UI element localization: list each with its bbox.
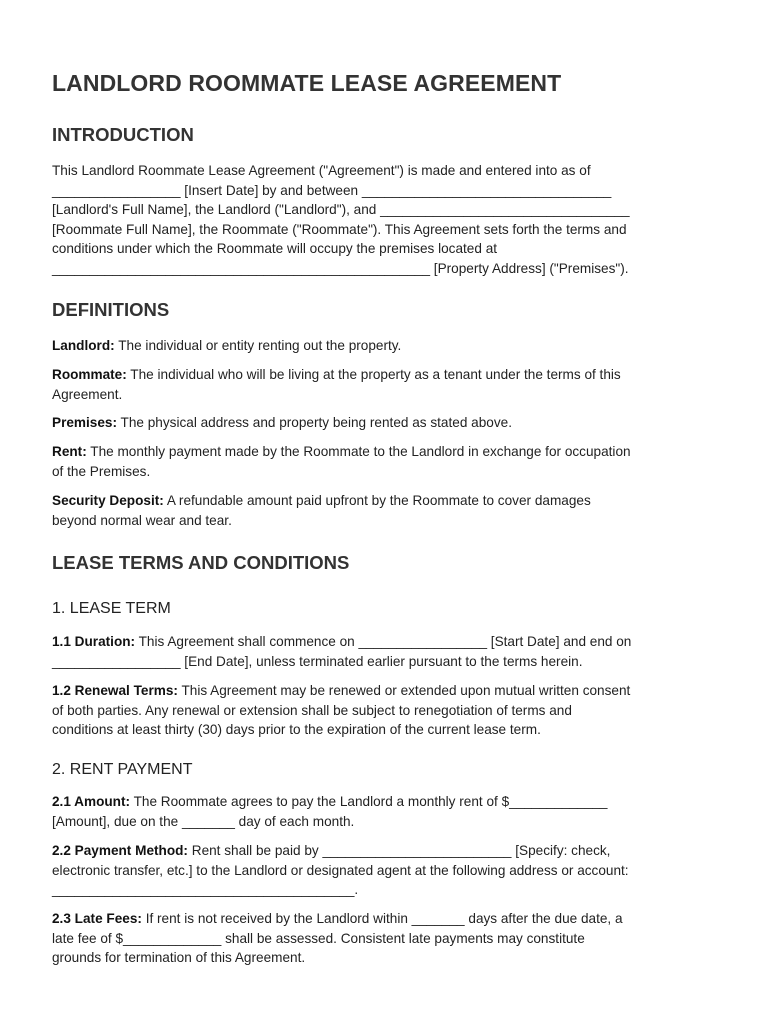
clause-text: ________________________________________. <box>52 882 359 898</box>
definition-term: Security Deposit: <box>52 493 164 508</box>
clause-text: conditions at least thirty (30) days prior to the expiration of the current lease term. <box>52 722 541 738</box>
introduction-paragraph <box>52 161 720 279</box>
definition-rent <box>52 442 720 481</box>
definition-term: Premises: <box>52 415 117 430</box>
clause-label: 2.2 Payment Method: <box>52 843 188 858</box>
clause-text: of both parties. Any renewal or extension shall be subject to renegotiation of terms and <box>52 702 572 718</box>
clause-label: 2.1 Amount: <box>52 794 131 809</box>
definition-landlord <box>52 336 720 356</box>
section-heading-rent-payment: 2. RENT PAYMENT <box>52 761 193 778</box>
definition-premises <box>52 413 720 433</box>
definition-term: Roommate: <box>52 367 127 382</box>
document-title: LANDLORD ROOMMATE LEASE AGREEMENT <box>52 70 562 96</box>
clause-text: _________________ [End Date], unless terminated earlier pursuant to the terms herein. <box>52 653 583 669</box>
intro-line: This Landlord Roommate Lease Agreement ("Agreement") is made and entered into as of <box>52 163 591 178</box>
clause-text: This Agreement may be renewed or extended upon mutual written consent <box>177 683 631 698</box>
clause-text: Rent shall be paid by _________________________ [Specify: check, <box>187 843 611 858</box>
definition-text: A refundable amount paid upfront by the Roommate to cover damages <box>163 493 591 508</box>
definitions-heading: DEFINITIONS <box>52 299 170 320</box>
clause-label: 1.2 Renewal Terms: <box>52 683 178 698</box>
intro-line: __________________________________________________ [Property Address] ("Premises"). <box>52 260 629 276</box>
clause-text: The Roommate agrees to pay the Landlord a monthly rent of $_____________ <box>130 794 608 809</box>
definition-text: The monthly payment made by the Roommate to the Landlord in exchange for occupation <box>86 444 631 459</box>
clause-duration <box>52 632 720 671</box>
clause-text: This Agreement shall commence on _________________ [Start Date] and end on <box>135 634 632 649</box>
definition-text: The individual who will be living at the property as a tenant under the terms of this <box>126 367 621 382</box>
clause-amount <box>52 792 720 831</box>
definition-text: of the Premises. <box>52 463 151 479</box>
definition-term: Rent: <box>52 444 87 459</box>
intro-line: [Landlord's Full Name], the Landlord ("Landlord"), and _________________________________ <box>52 202 630 218</box>
definition-term: Landlord: <box>52 338 115 353</box>
clause-renewal-terms <box>52 681 720 740</box>
clause-text: [Amount], due on the _______ day of each month. <box>52 813 355 829</box>
clause-late-fees <box>52 909 720 968</box>
clause-text: grounds for termination of this Agreement. <box>52 950 306 966</box>
clause-text: late fee of $_____________ shall be assessed. Consistent late payments may constitute <box>52 930 585 946</box>
definition-security-deposit <box>52 491 720 530</box>
lease-terms-heading: LEASE TERMS AND CONDITIONS <box>52 552 350 573</box>
intro-line: [Roommate Full Name], the Roommate ("Roommate"). This Agreement sets forth the terms and <box>52 221 627 237</box>
clause-label: 2.3 Late Fees: <box>52 911 142 926</box>
clause-label: 1.1 Duration: <box>52 634 136 649</box>
clause-payment-method <box>52 841 720 900</box>
clause-text: If rent is not received by the Landlord within _______ days after the due date, a <box>141 911 623 926</box>
clause-text: electronic transfer, etc.] to the Landlord or designated agent at the following address or account: <box>52 862 629 878</box>
introduction-heading: INTRODUCTION <box>52 124 194 145</box>
definition-text: Agreement. <box>52 386 123 402</box>
definition-text: beyond normal wear and tear. <box>52 512 232 528</box>
section-heading-lease-term: 1. LEASE TERM <box>52 600 171 617</box>
intro-line: conditions under which the Roommate will occupy the premises located at <box>52 241 498 257</box>
definition-text: The physical address and property being rented as stated above. <box>117 415 512 430</box>
definition-text: The individual or entity renting out the property. <box>114 338 402 353</box>
definition-roommate <box>52 365 720 404</box>
intro-line: _________________ [Insert Date] by and between _________________________________ <box>52 182 612 198</box>
